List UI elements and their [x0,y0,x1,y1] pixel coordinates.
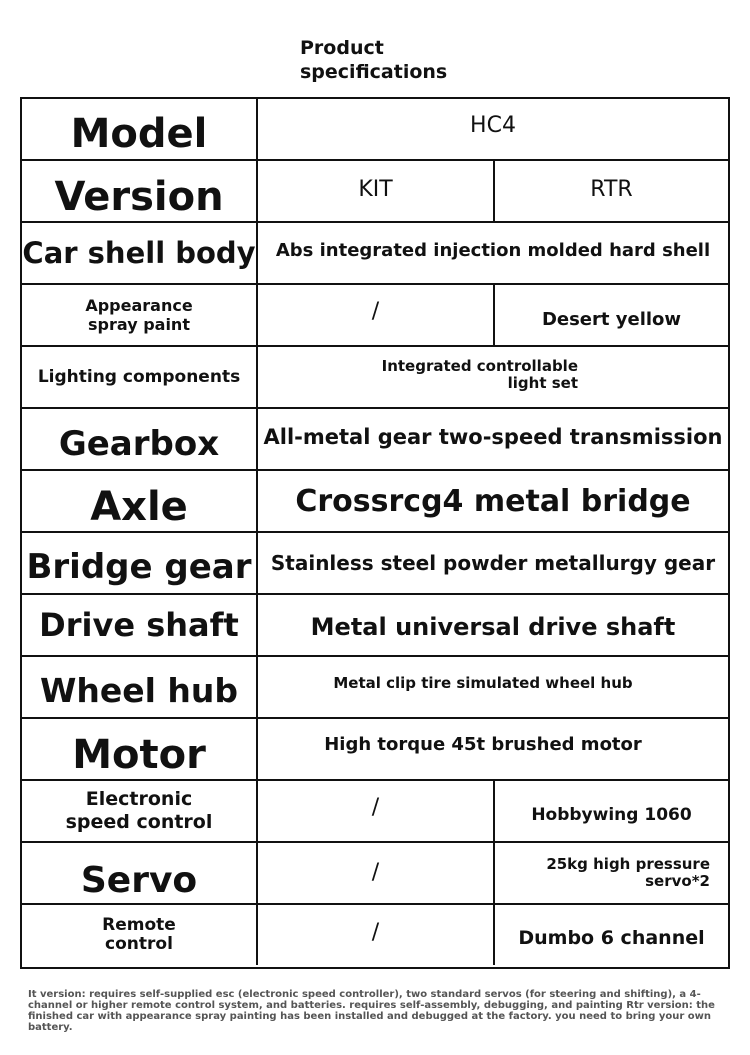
car-shell-value: Abs integrated injection molded hard shell [275,239,711,261]
model-label: Model [22,99,258,159]
lighting-label: Lighting components [22,347,258,407]
table-row-remote [22,905,728,965]
remote-rtr: Dumbo 6 channel [518,927,705,949]
motor-label: Motor [22,719,258,779]
table-row-version [22,161,728,223]
table-row-servo [22,843,728,905]
axle-value: Crossrcg4 metal bridge [295,483,691,519]
motor-value: High torque 45t brushed motor [324,733,642,755]
spray-paint-label: Appearance spray paint [22,285,258,345]
version-rtr: RTR [590,176,633,202]
spray-paint-rtr: Desert yellow [541,308,682,330]
remote-kit: / [258,905,495,965]
page-title: Product specifications [300,37,448,83]
axle-label: Axle [22,471,258,531]
servo-kit: / [258,843,495,903]
car-shell-label: Car shell body [22,223,258,283]
table-row-esc [22,781,728,843]
wheel-hub-label: Wheel hub [22,657,258,717]
servo-rtr: 25kg high pressure servo*2 [546,855,710,890]
table-row-car-shell [22,223,728,285]
version-kit: KIT [258,161,495,221]
esc-rtr: Hobbywing 1060 [531,805,692,825]
drive-shaft-label: Drive shaft [22,595,258,655]
table-row-gearbox [22,409,728,471]
table-row-drive-shaft [22,595,728,657]
table-row-bridge-gear [22,533,728,595]
table-row-axle [22,471,728,533]
gearbox-value: All-metal gear two-speed transmission [263,425,723,449]
wheel-hub-value: Metal clip tire simulated wheel hub [333,674,633,692]
bridge-gear-label: Bridge gear [22,533,258,593]
drive-shaft-value: Metal universal drive shaft [310,613,676,641]
servo-label: Servo [22,843,258,903]
lighting-value: Integrated controllable light set [381,357,578,392]
table-row-lighting [22,347,728,409]
version-label: Version [22,161,258,221]
spec-table [20,97,730,969]
table-row-spray-paint [22,285,728,347]
spray-paint-kit: / [258,285,495,345]
model-value: HC4 [470,112,516,138]
table-row-wheel-hub [22,657,728,719]
footnote: It version: requires self-supplied esc (electronic speed controller), two standard servos (for steering and shifting), a 4-channel or higher remote control system, and batteries. requires self-assembly, debugging, and painting Rtr version: the finished car with appearance spray painting has been installed and debugged at the factory. you need to bring your own battery. [28,989,715,1033]
remote-label: Remote control [22,905,258,965]
table-row-model [22,99,728,161]
bridge-gear-value: Stainless steel powder metallurgy gear [270,551,716,575]
gearbox-label: Gearbox [22,409,258,469]
esc-label: Electronic speed control [22,781,258,841]
table-row-motor [22,719,728,781]
esc-kit: / [258,781,495,841]
